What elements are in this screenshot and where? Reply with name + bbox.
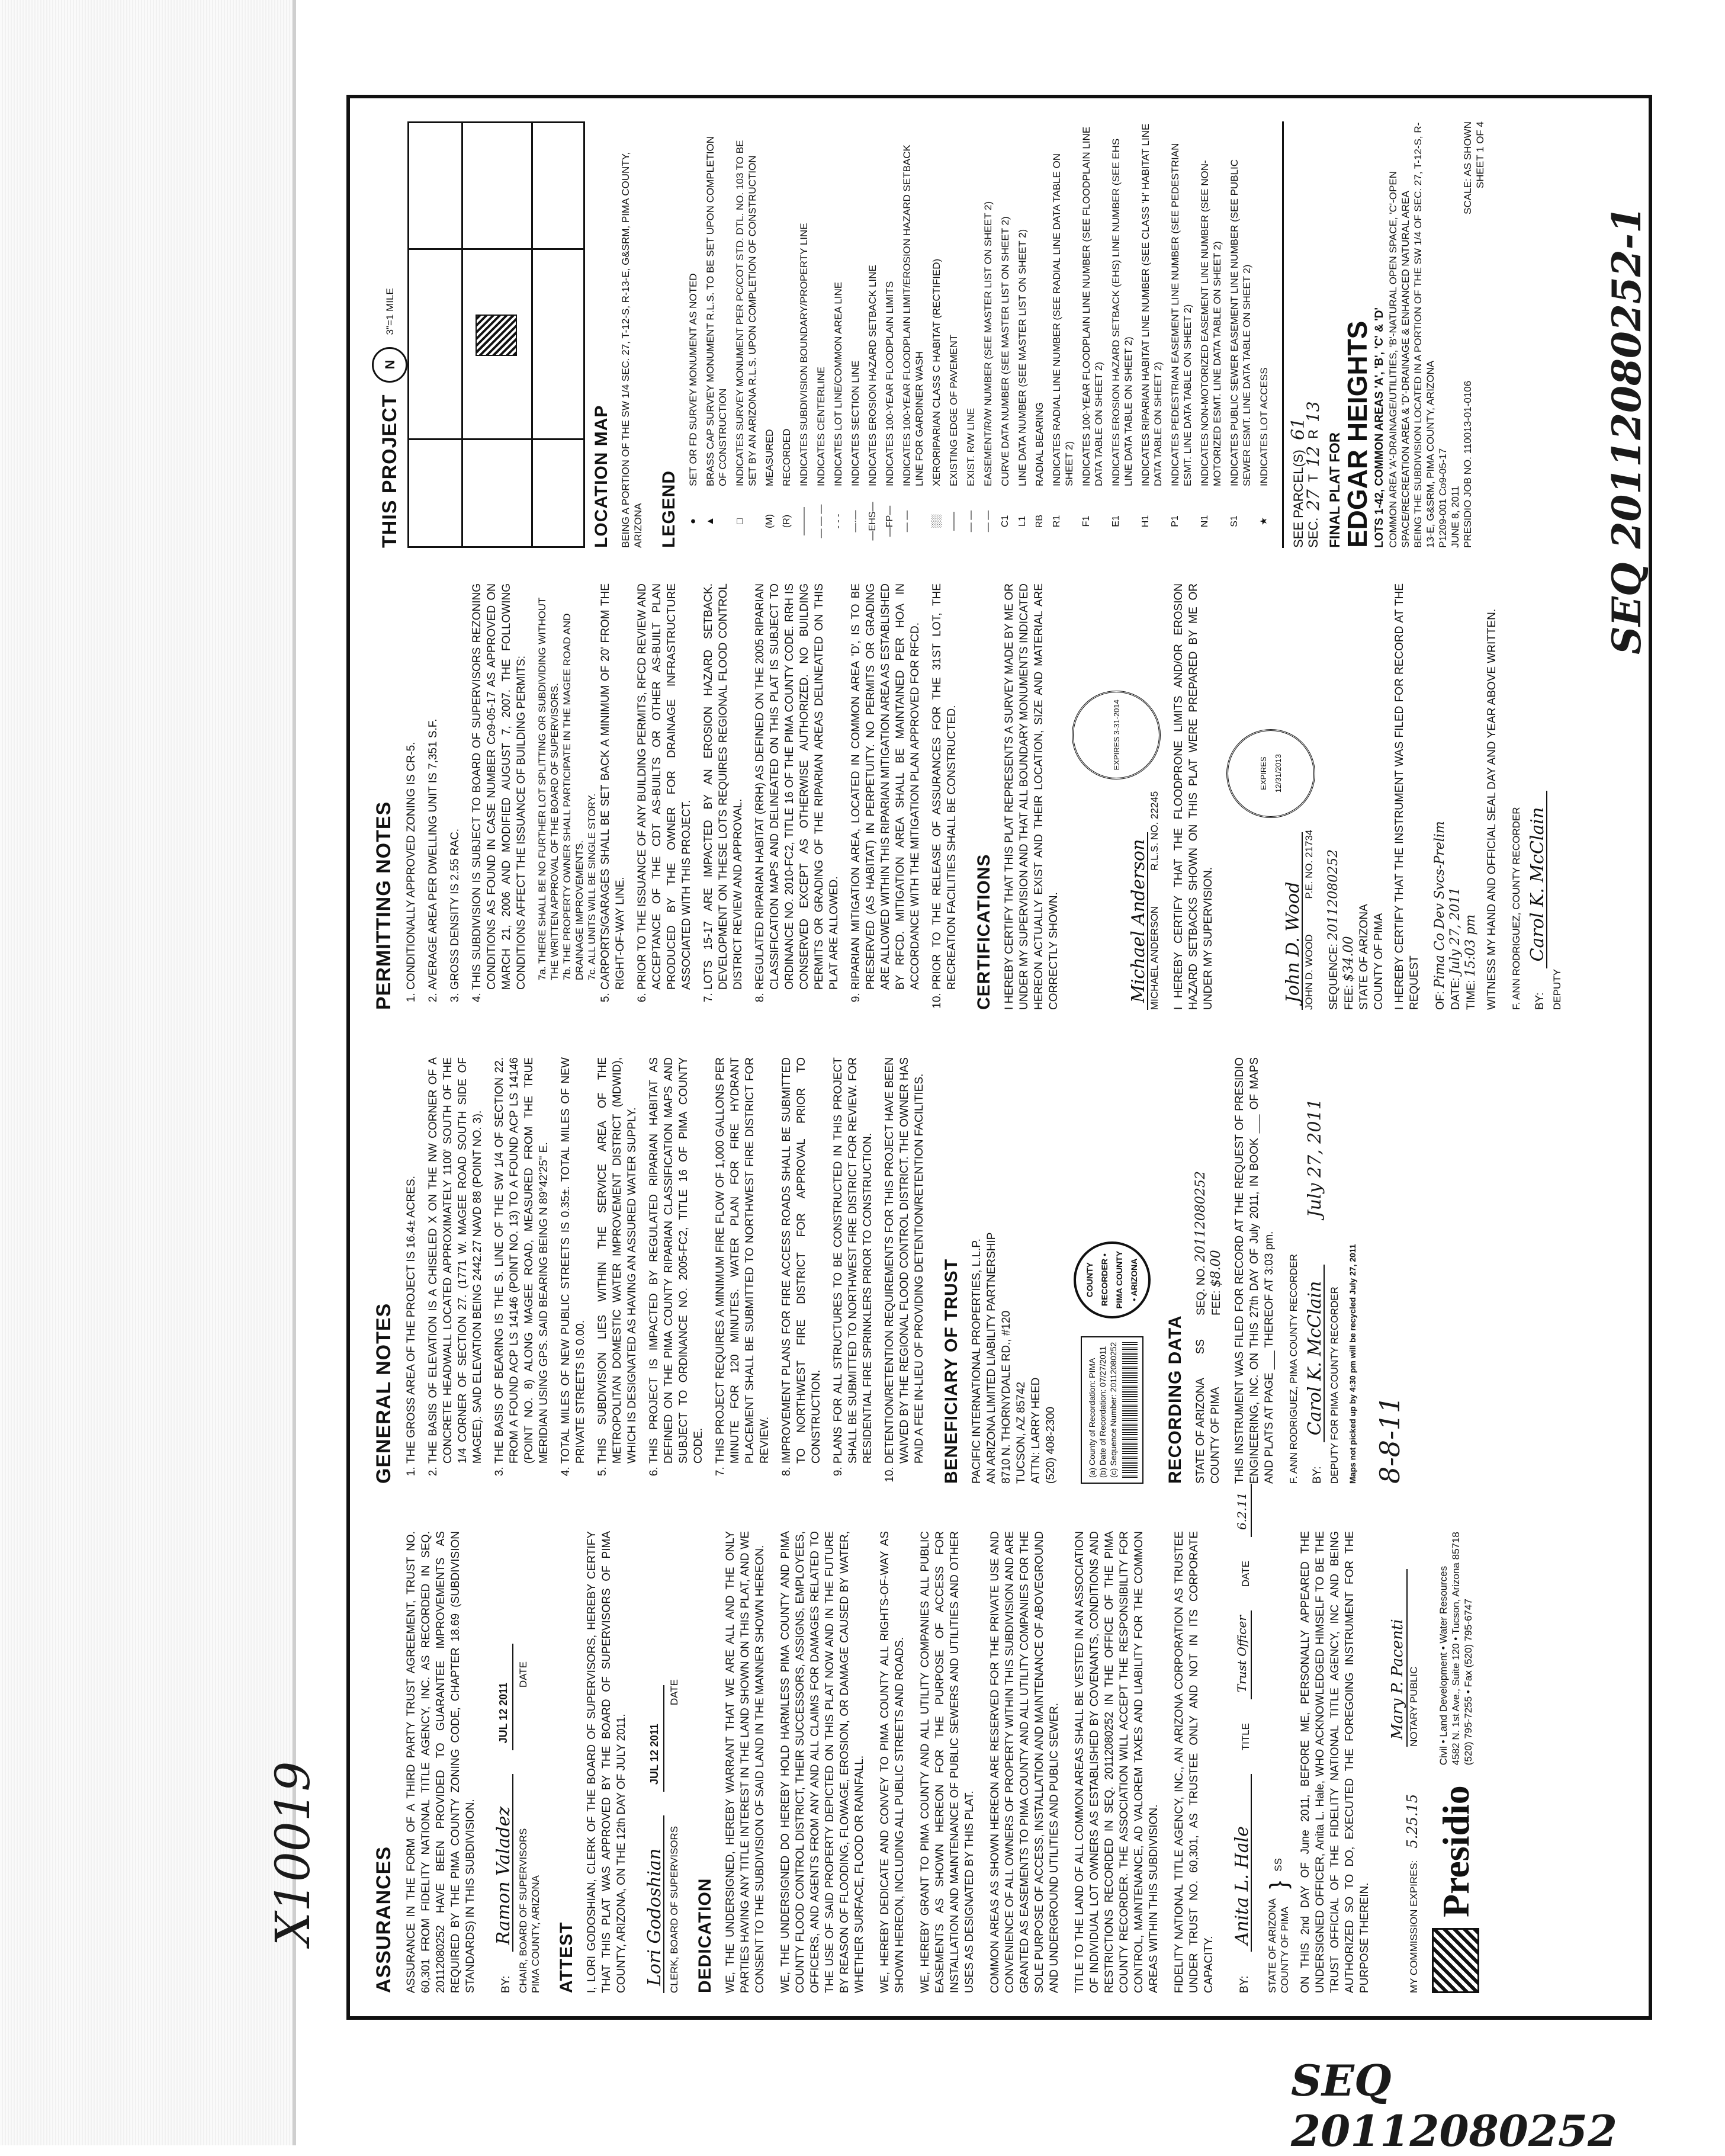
legend-row (947, 121, 960, 548)
engineer-stamp-icon: EXPIRES 12/31/2013 (1226, 729, 1315, 818)
beneficiary-block: PACIFIC INTERNATIONAL PROPERTIES, L.L.P. AN ARIZONA LIMITED LIABILITY PARTNERSHIP 8710 N. THORNYDALE RD., #120 TUCSON, AZ 85742 ATTN: LARRY HEED (520) 408-2300 (971, 1232, 1057, 1484)
surveyor-stamp-icon: EXPIRES 3-31-2014 (1072, 691, 1161, 779)
legend-symbol: P1 (1170, 515, 1180, 527)
legend-row (884, 121, 896, 548)
project-site-marker (476, 315, 517, 356)
legend-text: INDICATES PEDESTRIAN EASEMENT LINE NUMBER (SEE PEDESTRIAN ESMT. LINE DATA TABLE ON SHEET 2) (1170, 143, 1193, 486)
legend-row (1110, 121, 1135, 548)
trustee-signature-line: Anita L. Hale (1227, 1774, 1252, 1952)
barcode-icon (1122, 1342, 1138, 1478)
legend-text: INDICATES EROSION HAZARD SETBACK (EHS) LINE NUMBER (SEE EHS LINE DATA TABLE ON SHEET 2) (1110, 138, 1134, 486)
legend-row (734, 121, 759, 548)
county-recorder-seal-icon: COUNTY RECORDER • PIMA COUNTY • ARIZONA (1074, 1241, 1151, 1318)
location-map (407, 121, 585, 548)
legend-row (815, 121, 827, 548)
legend-symbol: R1 (1052, 515, 1062, 528)
recording-date-handwritten: July 27, 2011 (1305, 1098, 1325, 1218)
legend-symbol: C1 (1000, 515, 1010, 528)
assurances-signature: BY: Ramon Valadez JUL 12 2011 (489, 1531, 513, 1993)
clerk-date-line: JUL 12 2011 (640, 1685, 664, 1792)
notary-commission: MY COMMISSION EXPIRES: 5.25.15 Mary P. Pacenti NOTARY PUBLIC (1383, 1531, 1420, 1993)
firm-logo (1432, 1531, 1479, 1993)
clerk-label: CLERK, BOARD OF SUPERVISORS (669, 1825, 680, 1993)
legend-row (780, 121, 793, 548)
legend-row (849, 121, 862, 548)
legend-symbol: N1 (1200, 515, 1210, 528)
pickup-note: Maps not picked up by 4:30 pm will be recycled July 27, 2011 (1348, 1244, 1357, 1484)
right-seq-number: SEQ 20112080252-1 (1604, 206, 1650, 654)
general-note: 3. THE BASIS OF BEARING IS THE S. LINE OF THE SW 1/4 OF SECTION 22. FROM A FOUND ACP LS 14146 (POINT NO. 13) TO A FOUND ACP LS 14146 (POINT NO. 8) ALONG MAGEE ROAD, MEASURED FROM THE TRUE MERIDIAN USING GPS. SAID BEARING BEING N 89°42'25" E. (492, 1057, 551, 1464)
general-note: 5. THIS SUBDIVISION LIES WITHIN THE SERVICE AREA OF THE METROPOLITAN DOMESTIC WATER IMPROVEMENT DISTRICT (MDWID), WHICH IS DESIGNATED AS HAVING AN ASSURED WATER SUPPLY. (595, 1057, 640, 1464)
permitting-column: PERMITTING NOTES 1. CONDITIONALLY APPROVED ZONING IS CR-5. 2. AVERAGE AREA PER DWELLING UNIT IS 7,351 S.F. 3. GROSS DENSITY IS 2.55 RAC. 4. THIS SUBDIVISION IS SUBJECT TO BOARD OF SUPERVISORS REZONING CONDITIONS AS FOUND IN CASE NUMBER Co9-05-17 AS APPROVED ON MARCH 21, 2006 AND MODIFIED AUGUST 7, 2007. THE FOLLOWING CONDITIONS AFFECT THE ISSUANCE OF BUILDING PERMITS: 7a. THERE SHALL BE NO FURTHER LOT SPLITTING OR SUBDIVIDING WITHOUT THE WRITTEN APPROVAL OF THE BOARD OF SUPERVISORS. 7b. THE PROPERTY OWNER SHALL PARTICIPATE IN THE MAGEE ROAD AND DRAINAGE IMPROVEMENTS. 7c. ALL UNITS WILL BE SINGLE STORY. 5. CARPORTS/GARAGES SHALL BE SET BACK A MINIMUM OF 20' FROM THE RIGHT-OF-WAY LINE. 6. PRIOR TO THE ISSUANCE OF ANY BUILDING PERMITS, RFCD REVIEW AND ACCEPTANCE OF THE CDT AS-BUILTS OR OTHER AS-BUILT PLAN PRODUCED BY THE OWNER FOR DRAINAGE INFRASTRUCTURE ASSOCIATED WITH THIS PROJECT. 7. LOTS 15-17 ARE IMPACTED BY AN EROSION HAZARD SETBACK. DEVELOPMENT ON THESE LOTS REQUIRES REGIONAL FLOOD CONTROL DISTRICT REVIEW AND APPROVAL. 8. REGULATED RIPARIAN HABITAT (RRH) AS DEFINED ON THE 2005 RIPARIAN CLASSIFICATION MAPS AND DELINEATED ON THIS PLAT IS SUBJECT TO ORDINANCE NO. 2010-FC2, TITLE 16 OF THE PIMA COUNTY CODE. RRH IS CONSERVED EXCEPT AS OTHERWISE AUTHORIZED. NO BUILDING PERMITS OR GRADING OF THE RIPARIAN AREAS DELINEATED ON THIS PLAT ARE ALLOWED. 9. RIPARIAN MITIGATION AREA, LOCATED IN COMMON AREA 'D', IS TO BE PRESERVED (AS HABITAT) IN PERPETUITY. NO PERMITS OR GRADING ARE ALLOWED WITHIN THIS RIPARIAN MITIGATION AREA AS ESTABLISHED BY RFCD. MITIGATION AREA SHALL BE MAINTAINED PER HOA IN ACCORDANCE WITH THE MITIGATION PLAN APPROVED FOR RFCD. 10. PRIOR TO THE RELEASE OF ASSURANCES FOR THE 31ST LOT, THE RECREATION FACILITIES SHALL BE CONSTRUCTED. CERTIFICATIONS I HEREBY CERTIFY THAT THIS PLAT REPRESENTS A SURVEY MADE BY ME OR UNDER MY SUPERVISION AND THAT ALL BOUNDARY MONUMENTS INDICATED HEREON ACTUALLY EXIST AND THEIR LOCATION, SIZE AND MATERIAL ARE CORRECTLY SHOWN. Michael Anderson MICHAEL ANDERSON R.L.S. NO. 22245 EXPIRES 3-31-2014 I HEREBY CERTIFY THAT THE FLOODPRONE LIMITS AND/OR EROSION HAZARD SETBACKS SHOWN ON THIS PLAT WERE PREPARED BY ME OR UNDER MY SUPERVISION. John D. Wood JOHN D. WOOD P.E. NO. 21734 EXPIRES 12/31/2013 SEQUENCE: 20112080252 FEE: $34.00 STATE OF ARIZONA COUNTY OF PIMA I HEREBY CERTIFY THAT THE INSTRUMENT WAS FILED FOR RECORD AT THE REQUEST OF: Pima Co Dev Svcs-Prelim DATE: July 27, 2011 TIME: 15:03 pm WITNESS MY HAND AND OFFICIAL SEAL DAY AND YEAR ABOVE WRITTEN. F. ANN RODRIGUEZ, COUNTY RECORDER BY: Carol K. McClain DEPUTY (372, 583, 1563, 1010)
legend-text: EXISTING EDGE OF PAVEMENT (948, 334, 959, 486)
dedication-para: WE, HEREBY GRANT TO PIMA COUNTY AND ALL UTILITY COMPANIES ALL PUBLIC EASEMENTS AS SHOWN HEREON FOR THE PURPOSE OF ACCESS FOR INSTALLATION AND MAINTENANCE OF PUBLIC SEWERS AND UTILITIES AND OTHER USES AS DESIGNATED BY THIS PLAT. (919, 1531, 976, 1993)
legend-symbol: (R) (782, 514, 792, 528)
attest-heading: ATTEST (557, 1921, 576, 1993)
general-notes-column: GENERAL NOTES 1. THE GROSS AREA OF THE PROJECT IS 16.4± ACRES. 2. THE BASIS OF ELEVATION IS A CHISELED X ON THE NW CORNER OF A CONCRETE HEADWALL LOCATED APPROXIMATELY 1100' SOUTH OF THE 1/4 CORNER OF SECTION 27. (1771 W. MAGEE ROAD SOUTH SIDE OF MAGEE). SAID ELEVATION BEING 2442.27 NAVD 88 (POINT NO. 3). 3. THE BASIS OF BEARING IS THE S. LINE OF THE SW 1/4 OF SECTION 22. FROM A FOUND ACP LS 14146 (POINT NO. 13) TO A FOUND ACP LS 14146 (POINT NO. 8) ALONG MAGEE ROAD, MEASURED FROM THE TRUE MERIDIAN USING GPS. SAID BEARING BEING N 89°42'25" E. 4. TOTAL MILES OF NEW PUBLIC STREETS IS 0.35±. TOTAL MILES OF NEW PRIVATE STREETS IS 0.00. 5. THIS SUBDIVISION LIES WITHIN THE SERVICE AREA OF THE METROPOLITAN DOMESTIC WATER IMPROVEMENT DISTRICT (MDWID), WHICH IS DESIGNATED AS HAVING AN ASSURED WATER SUPPLY. 6. THIS PROJECT IS IMPACTED BY REGULATED RIPARIAN HABITAT AS DEFINED ON THE PIMA COUNTY RIPARIAN CLASSIFICATION MAPS AND SUBJECT TO ORDINANCE NO. 2005-FC2, TITLE 16 OF PIMA COUNTY CODE. 7. THIS PROJECT REQUIRES A MINIMUM FIRE FLOW OF 1,000 GALLONS PER MINUTE FOR 120 MINUTES. WATER PLAN FOR FIRE HYDRANT PLACEMENT SHALL BE SUBMITTED TO NORTHWEST FIRE DISTRICT FOR REVIEW. 8. IMPROVEMENT PLANS FOR FIRE ACCESS ROADS SHALL BE SUBMITTED TO NORTHWEST FIRE DISTRICT FOR APPROVAL PRIOR TO CONSTRUCTION. 9. PLANS FOR ALL STRUCTURES TO BE CONSTRUCTED IN THIS PROJECT SHALL BE SUBMITTED TO NORTHWEST FIRE DISTRICT FOR REVIEW. FOR RESIDENTIAL FIRE SPRINKLERS PRIOR TO CONSTRUCTION. 10. DETENTION/RETENTION REQUIREMENTS FOR THIS PROJECT HAVE BEEN WAIVED BY THE REGIONAL FLOOD CONTROL DISTRICT. THE OWNER HAS PAID A FEE IN-LIEU OF PROVIDING DETENTION/RETENTION FACILITIES. BENEFICIARY OF TRUST PACIFIC INTERNATIONAL PROPERTIES, L.L.P. AN ARIZONA LIMITED LIABILITY PARTNERSHIP 8710 N. THORNYDALE RD., #120 TUCSON, AZ 85742 ATTN: LARRY HEED (520) 408-2300 (a) County of Recordation: PIMA (b) Date of Recordation: 07/27/2011 (c) Sequence Number: 20112080252 COUNTY RECORDER • PIMA COUNTY • ARIZONA RECORDING DATA STATE OF ARIZONA COUNTY OF PIMA SS SEQ. NO. 20112080252 FEE: $8.00 THIS INSTRUMENT WAS FILED FOR RECORD AT THE REQUEST OF PRESIDIO ENGINEERING, INC. ON THIS 27th DAY OF July 2011, IN BOOK ___ OF MAPS AND PLATS AT PAGE ___ THEREOF AT 3:03 pm. F. ANN RODRIGUEZ, PIMA COUNTY RECORDER BY: Carol K. McClain July 27, 2011 DEPUTY FOR PIMA COUNTY RECORDER Maps not picked up by 4:30 pm will be recycled July 27, 2011 8-8-11 (372, 1057, 1398, 1484)
top-file-number: X10019 (265, 1761, 320, 1946)
deputy-signature-line: Carol K. McClain (1300, 1265, 1325, 1442)
permitting-list: 1. CONDITIONALLY APPROVED ZONING IS CR-5. 2. AVERAGE AREA PER DWELLING UNIT IS 7,351 S.F. 3. GROSS DENSITY IS 2.55 RAC. 4. THIS SUBDIVISION IS SUBJECT TO BOARD OF SUPERVISORS REZONING CONDITIONS AS FOUND IN CASE NUMBER Co9-05-17 AS APPROVED ON MARCH 21, 2006 AND MODIFIED AUGUST 7, 2007. THE FOLLOWING CONDITIONS AFFECT THE ISSUANCE OF BUILDING PERMITS: (404, 583, 529, 1010)
dedication-para: WE, THE UNDERSIGNED DO HEREBY HOLD HARMLESS PIMA COUNTY AND PIMA COUNTY FLOOD CONTROL DISTRICT, THEIR SUCCESSORS, ASSIGNS, EMPLOYEES, OFFICERS, AND AGENTS FROM ANY AND ALL CLAIMS FOR DAMAGES RELATED TO THE USE OF SAID PROPERTY DEPICTED ON THIS PLAT NOW AND IN THE FUTURE BY REASON OF FLOODING, FLOWAGE, EROSION, OR DAMAGE CAUSED BY WATER, WHETHER SURFACE, FLOOD OR RAINFALL. (779, 1531, 866, 1993)
legend-text: SET OR FD SURVEY MONUMENT AS NOTED (688, 273, 699, 486)
legend-row (930, 121, 943, 548)
legend-symbol: H1 (1141, 515, 1151, 528)
legend-text: EXIST. R/W LINE (965, 408, 976, 486)
legend-text: INDICATES RADIAL LINE NUMBER (SEE RADIAL LINE DATA TABLE ON SHEET 2) (1051, 153, 1075, 486)
legend-row (1258, 121, 1270, 548)
legend-text: BRASS CAP SURVEY MONUMENT R.L.S. TO BE SET UPON COMPLETION OF CONSTRUCTION (705, 136, 728, 486)
legend-text: CURVE DATA NUMBER (SEE MASTER LIST ON SHEET 2) (1000, 216, 1011, 486)
notary-venue: STATE OF ARIZONA COUNTY OF PIMA } SS (1265, 1858, 1292, 1993)
legend-text: INDICATES SUBDIVISION BOUNDARY/PROPERTY LINE (798, 223, 810, 486)
left-column: ASSURANCES ASSURANCE IN THE FORM OF A THIRD PARTY TRUST AGREEMENT, TRUST NO. 60,301 FROM FIDELITY NATIONAL TITLE AGENCY, INC. AS RECORDED IN SEQ. 20112080252 HAVE BEEN PROVIDED TO GUARANTEE IMPROVEMENTS AS REQUIRED BY THE PIMA COUNTY ZONING CODE, CHAPTER 18.69 (SUBDIVISION STANDARDS) IN THIS SUBDIVISION. BY: Ramon Valadez JUL 12 2011 CHAIR, BOARD OF SUPERVISORS DATE PIMA COUNTY, ARIZONA ATTEST I, LORI GODOSHIAN, CLERK OF THE BOARD OF SUPERVISORS, HEREBY CERTIFY THAT THIS PLAT WAS APPROVED BY THE BOARD OF SUPERVISORS OF PIMA COUNTY, ARIZONA, ON THE 12th DAY OF JULY 2011. Lori Godoshian JUL 12 2011 CLERK, BOARD OF SUPERVISORS DATE DEDICATION WE, THE UNDERSIGNED, HEREBY WARRANT THAT WE ARE ALL AND THE ONLY PARTIES HAVING ANY TITLE INTEREST IN THE LAND SHOWN ON THIS PLAT, AND WE CONSENT TO THE SUBDIVISION OF SAID LAND IN THE MANNER SHOWN HEREON. WE, THE UNDERSIGNED DO HEREBY HOLD HARMLESS PIMA COUNTY AND PIMA COUNTY FLOOD CONTROL DISTRICT, THEIR SUCCESSORS, ASSIGNS, EMPLOYEES, OFFICERS, AND AGENTS FROM ANY AND ALL CLAIMS FOR DAMAGES RELATED TO THE USE OF SAID PROPERTY DEPICTED ON THIS PLAT NOW AND IN THE FUTURE BY REASON OF FLOODING, FLOWAGE, EROSION, OR DAMAGE CAUSED BY WATER, WHETHER SURFACE, FLOOD OR RAINFALL. WE, HEREBY DEDICATE AND CONVEY TO PIMA COUNTY ALL RIGHTS-OF-WAY AS SHOWN HEREON, INCLUDING ALL PUBLIC STREETS AND ROADS. WE, HEREBY GRANT TO PIMA COUNTY AND ALL UTILITY COMPANIES ALL PUBLIC EASEMENTS AS SHOWN HEREON FOR THE PURPOSE OF ACCESS FOR INSTALLATION AND MAINTENANCE OF PUBLIC SEWERS AND UTILITIES AND OTHER USES AS DESIGNATED BY THIS PLAT. COMMON AREAS AS SHOWN HEREON ARE RESERVED FOR THE PRIVATE USE AND CONVENIENCE OF ALL OWNERS OF PROPERTY WITHIN THIS SUBDIVISION AND ARE GRANTED AS EASEMENTS TO PIMA COUNTY AND ALL UTILITY COMPANIES FOR THE SOLE PURPOSE OF ACCESS, INSTALLATION AND MAINTENANCE OF ABOVEGROUND AND UNDERGROUND UTILITIES AND PUBLIC SEWER. TITLE TO THE LAND OF ALL COMMON AREAS SHALL BE VESTED IN AN ASSOCIATION OF INDIVIDUAL LOT OWNERS AS ESTABLISHED BY COVENANTS, CONDITIONS AND RESTRICTIONS RECORDED IN SEQ. 20112080252 IN THE OFFICE OF THE PIMA COUNTY RECORDER. THE ASSOCIATION WILL ACCEPT THE RESPONSIBILITY FOR CONTROL, MAINTENANCE, AD VALOREM TAXES AND LIABILITY FOR THE COMMON AREAS WITHIN THIS SUBDIVISION. FIDELITY NATIONAL TITLE AGENCY, INC., AN ARIZONA CORPORATION AS TRUSTEE UNDER TRUST NO. 60,301, AS TRUSTEE ONLY AND NOT IN ITS CORPORATE CAPACITY. BY: Anita L. Hale TITLE Trust Officer DATE 6.2.11 STATE OF ARIZONA COUNTY OF PIMA } SS ON THIS 2nd DAY OF June 2011, BEFORE ME, PERSONALLY APPEARED THE UNDERSIGNED OFFICER, Anita L. Hale, WHO ACKNOWLEDGED HIMSELF TO BE THE TRUST OFFICIAL OF THE FIDELITY NATIONAL TITLE AGENCY, INC AND BEING AUTHORIZED SO TO DO, EXECUTED THE FOREGOING INSTRUMENT FOR THE PURPOSE THEREIN. MY COMMISSION EXPIRES: 5.25.15 Mary P. Pacenti NOTARY PUBLIC Presidio Civil • Land Development • Water Resources 4582 N. 1st Ave., Suite 120 • Tucson, Arizona 85718 (520) 795-7255 • Fax (520) 795-6747 (372, 1531, 1479, 1993)
assurances-heading: ASSURANCES (372, 1846, 395, 1993)
legend-text: RECORDED (781, 428, 792, 486)
attest-signature (640, 1531, 664, 1993)
chair-date-line: JUL 12 2011 (489, 1644, 513, 1750)
assurances-text: ASSURANCE IN THE FORM OF A THIRD PARTY TRUST AGREEMENT, TRUST NO. 60,301 FROM FIDELITY NATIONAL TITLE AGENCY, INC. AS RECORDED IN SEQ. 20112080252 HAVE BEEN PROVIDED TO GUARANTEE IMPROVEMENTS AS REQUIRED BY THE PIMA COUNTY ZONING CODE, CHAPTER 18.69 (SUBDIVISION STANDARDS) IN THIS SUBDIVISION. (405, 1531, 477, 1993)
legend-symbol: —— (949, 512, 959, 531)
this-project-label: THIS PROJECT (378, 394, 401, 548)
legend-row (1051, 121, 1075, 548)
legend-symbol: (M) (764, 514, 775, 528)
legend-row (763, 121, 776, 548)
recording-text: THIS INSTRUMENT WAS FILED FOR RECORD AT THE REQUEST OF PRESIDIO ENGINEERING, INC. ON THIS 27th DAY OF July 2011, IN BOOK ___ OF MAPS AND PLATS AT PAGE ___ THEREOF AT 3:03 pm. (1233, 1057, 1276, 1484)
permitting-heading: PERMITTING NOTES (372, 801, 395, 1010)
title-block: SEE PARCEL(S) 61 SEC. 27 T 12 R 13 FINAL PLAT FOR EDGAR HEIGHTS LOTS 1-42, COMMON AREAS 'A', 'B', 'C' & 'D' COMMON AREA 'A'-DRAINAGE/UTILITIES, 'B'-NATURAL OPEN SPACE, 'C'-OPEN SPACE/RECREATION AREA & 'D'-DRAINAGE & ENHANCED NATURAL AREA BEING THE SUBDIVISION LOCATED IN A PORTION OF THE SW 1/4 OF SEC. 27, T-12-S, R-13-E, G&SRM, PIMA COUNTY, ARIZONA P1209-001 Co9-05-17 JUNE 8, 2011 PRESIDIO JOB NO. 110013-01-0106 SCALE: AS SHOWN SHEET 1 OF 4 (1282, 121, 1486, 548)
legend-row (1228, 121, 1253, 548)
beneficiary-heading: BENEFICIARY OF TRUST (942, 1258, 961, 1484)
firm-services: Civil • Land Development • Water Resources (1437, 1565, 1449, 1766)
legend-symbol: ▲ (705, 516, 715, 526)
dedication-para: WE, THE UNDERSIGNED, HEREBY WARRANT THAT WE ARE ALL AND THE ONLY PARTIES HAVING ANY TITLE INTEREST IN THE LAND SHOWN ON THIS PLAT, AND WE CONSENT TO THE SUBDIVISION OF SAID LAND IN THE MANNER SHOWN HEREON. (724, 1531, 766, 1993)
legend-list (687, 121, 1270, 548)
legend-text: INDICATES SECTION LINE (850, 360, 861, 486)
rotated-plat-sheet (265, 95, 1650, 2017)
legend-text: INDICATES EROSION HAZARD SETBACK LINE (867, 265, 878, 486)
dedication-para: WE, HEREBY DEDICATE AND CONVEY TO PIMA COUNTY ALL RIGHTS-OF-WAY AS SHOWN HEREON, INCLUDING ALL PUBLIC STREETS AND ROADS. (879, 1531, 906, 1993)
dedication-para: FIDELITY NATIONAL TITLE AGENCY, INC., AN ARIZONA CORPORATION AS TRUSTEE UNDER TRUST NO. 60,301, AS TRUSTEE ONLY AND NOT IN ITS CORPORATE CAPACITY. (1173, 1531, 1215, 1993)
attest-text: I, LORI GODOSHIAN, CLERK OF THE BOARD OF SUPERVISORS, HEREBY CERTIFY THAT THIS PLAT WAS APPROVED BY THE BOARD OF SUPERVISORS OF PIMA COUNTY, ARIZONA, ON THE 12th DAY OF JULY 2011. (586, 1531, 628, 1993)
general-note: 2. THE BASIS OF ELEVATION IS A CHISELED X ON THE NW CORNER OF A CONCRETE HEADWALL LOCATED APPROXIMATELY 1100' SOUTH OF THE 1/4 CORNER OF SECTION 27. (1771 W. MAGEE ROAD SOUTH SIDE OF MAGEE). SAID ELEVATION BEING 2442.27 NAVD 88 (POINT NO. 3). (426, 1057, 485, 1464)
legend-symbol: —EHS— (868, 502, 878, 541)
legend-column: THIS PROJECT N 3"=1 MILE LOCATION MAP BEING A PORTION OF THE SW 1/4 SEC. 27, T-12-S, R-13-E, G&SRM, PIMA COUNTY, ARIZONA LEGEND ● SET OR FD SURVEY MONUMENT AS NOTED ▲ BRASS CAP SURVEY MONUMENT R.L.S. TO BE SET UPON COMPLETION OF CONSTRUCTION □ INDICATES SURVEY MONUMENT PER PC/COT STD. DTL. NO. 103 TO BE SET BY AN ARIZONA R.L.S. UPON COMPLETION OF CONSTRUCTION (M) MEASURED (R) RECORDED ——— INDICATES SUBDIVISION BOUNDARY/PROPERTY LINE — — — INDICATES CENTERLINE - - - INDICATES LOT LINE/COMMON AREA LINE —·— INDICATES SECTION LINE —EHS— INDICATES EROSION HAZARD SETBACK LINE —FP— INDICATES 100-YEAR FLOODPLAIN LIMITS — — INDICATES 100-YEAR FLOODPLAIN LIMIT/EROSION HAZARD SETBACK LINE FOR GARDINER WASH ░░ XERORIPARIAN CLASS C HABITAT (RECTIFIED) —— EXISTING EDGE OF PAVEMENT — — EXIST. R/W LINE — — EASEMENT/R/W NUMBER (SEE MASTER LIST ON SHEET 2) C1 CURVE DATA NUMBER (SEE MASTER LIST ON SHEET 2) L1 LINE DATA NUMBER (SEE MASTER LIST ON SHEET 2) RB RADIAL BEARING R1 INDICATES RADIAL LINE NUMBER (SEE RADIAL LINE DATA TABLE ON SHEET 2) F1 INDICATES 100-YEAR FLOODPLAIN LINE NUMBER (SEE FLOODPLAIN LINE DATA TABLE ON SHEET 2) E1 INDICATES EROSION HAZARD SETBACK (EHS) LINE NUMBER (SEE EHS LINE DATA TABLE ON SHEET 2) H1 INDICATES RIPARIAN HABITAT LINE NUMBER (SEE CLASS 'H' HABITAT LINE DATA TABLE ON SHEET 2) P1 INDICATES PEDESTRIAN EASEMENT LINE NUMBER (SEE PEDESTRIAN ESMT. LINE DATA TABLE ON SHEET 2) N1 INDICATES NON-MOTORIZED EASEMENT LINE NUMBER (SEE NON-MOTORIZED ESMT. LINE DATA TABLE ON SHEET 2) S1 INDICATES PUBLIC SEWER EASEMENT LINE NUMBER (SEE PUBLIC SEWER ESMT. LINE DATA TABLE ON SHEET 2) ★ INDICATES LOT ACCESS SEE PARCEL(S) 61 SEC. 27 T 12 R 13 FINAL PLAT FOR EDGAR HEIGHTS LOTS 1-42, COMMON AREAS 'A', 'B', 'C' & 'D' COMMON AREA 'A'-DRAINAGE/UTILITIES, 'B'-NATURAL OPEN SPACE, 'C'-OPEN SPACE/RECREATION AREA & 'D'-DRAINAGE & ENHANCED NATURAL AREA BEING THE SUBDIVISION LOCATED IN A PORTION OF THE SW 1/4 OF SEC. 27, T-12-S, R-13-E, G&SRM, PIMA COUNTY, ARIZONA P1209-001 Co9-05-17 JUNE 8, 2011 PRESIDIO JOB NO. 110013-01-0106 SCALE: AS SHOWN SHEET 1 OF 4 (372, 121, 1486, 548)
legend-row (704, 121, 729, 548)
general-note: 9. PLANS FOR ALL STRUCTURES TO BE CONSTRUCTED IN THIS PROJECT SHALL BE SUBMITTED TO NORTHWEST FIRE DISTRICT FOR REVIEW. FOR RESIDENTIAL FIRE SPRINKLERS PRIOR TO CONSTRUCTION. (831, 1057, 875, 1464)
legend-symbol: F1 (1081, 515, 1091, 527)
firm-phone: (520) 795-7255 • Fax (520) 795-6747 (1462, 1599, 1474, 1766)
legend-text: XERORIPARIAN CLASS C HABITAT (RECTIFIED) (931, 258, 942, 486)
legend-symbol: RB (1035, 514, 1045, 528)
recording-data-heading: RECORDING DATA (1165, 1315, 1185, 1484)
legend-text: INDICATES 100-YEAR FLOODPLAIN LINE NUMBER (SEE FLOODPLAIN LINE DATA TABLE ON SHEET 2) (1081, 126, 1104, 486)
general-note: 6. THIS PROJECT IS IMPACTED BY REGULATED RIPARIAN HABITAT AS DEFINED ON THE PIMA COUNTY RIPARIAN CLASSIFICATION MAPS AND SUBJECT TO ORDINANCE NO. 2005-FC2, TITLE 16 OF PIMA COUNTY CODE. (647, 1057, 706, 1464)
dedication-para: COMMON AREAS AS SHOWN HEREON ARE RESERVED FOR THE PRIVATE USE AND CONVENIENCE OF ALL OWNERS OF PROPERTY WITHIN THIS SUBDIVISION AND ARE GRANTED AS EASEMENTS TO PIMA COUNTY AND ALL UTILITY COMPANIES FOR THE SOLE PURPOSE OF ACCESS, INSTALLATION AND MAINTENANCE OF ABOVEGROUND AND UNDERGROUND UTILITIES AND PUBLIC SEWER. (989, 1531, 1061, 1993)
legend-text: INDICATES CENTERLINE (815, 367, 827, 486)
county-label: PIMA COUNTY, ARIZONA (530, 1875, 541, 1993)
legend-text: LINE DATA NUMBER (SEE MASTER LIST ON SHEET 2) (1017, 229, 1028, 486)
notary-text: ON THIS 2nd DAY OF June 2011, BEFORE ME, PERSONALLY APPEARED THE UNDERSIGNED OFFICER, Anita L. Hale, WHO ACKNOWLEDGED HIMSELF TO BE THE TRUST OFFICIAL OF THE FIDELITY NATIONAL TITLE AGENCY, INC AND BEING AUTHORIZED SO TO DO, EXECUTED THE FOREGOING INSTRUMENT FOR THE PURPOSE THEREIN. (1299, 1531, 1371, 1993)
bottom-seq-number: SEQ 20112080252 (1291, 2055, 1618, 2156)
legend-text: MEASURED (764, 429, 775, 486)
general-note: 4. TOTAL MILES OF NEW PUBLIC STREETS IS 0.35±. TOTAL MILES OF NEW PRIVATE STREETS IS 0.00. (558, 1057, 588, 1464)
survey-cert-text: I HEREBY CERTIFY THAT THIS PLAT REPRESENTS A SURVEY MADE BY ME OR UNDER MY SUPERVISION AND THAT ALL BOUNDARY MONUMENTS INDICATED HEREON ACTUALLY EXIST AND THEIR LOCATION, SIZE AND MATERIAL ARE CORRECTLY SHOWN. (1003, 583, 1060, 1010)
legend-symbol: □ (735, 518, 745, 524)
legend-symbol: E1 (1111, 515, 1121, 527)
legend-row (1016, 121, 1029, 548)
legend-row (982, 121, 994, 548)
legend-symbol: - - - (833, 514, 843, 529)
legend-row (832, 121, 844, 548)
clerk-signature-line: Lori Godoshian (640, 1815, 664, 1993)
legend-text: RADIAL BEARING (1034, 402, 1045, 486)
general-notes-heading: GENERAL NOTES (372, 1302, 395, 1484)
dedication-para: TITLE TO THE LAND OF ALL COMMON AREAS SHALL BE VESTED IN AN ASSOCIATION OF INDIVIDUAL LOT OWNERS AS ESTABLISHED BY COVENANTS, CONDITIONS AND RESTRICTIONS RECORDED IN SEQ. 20112080252 IN THE OFFICE OF THE PIMA COUNTY RECORDER. THE ASSOCIATION WILL ACCEPT THE RESPONSIBILITY FOR CONTROL, MAINTENANCE, AD VALOREM TAXES AND LIABILITY FOR THE COMMON AREAS WITHIN THIS SUBDIVISION. (1074, 1531, 1160, 1993)
general-note: 10. DETENTION/RETENTION REQUIREMENTS FOR THIS PROJECT HAVE BEEN WAIVED BY THE REGIONAL FLOOD CONTROL DISTRICT. THE OWNER HAS PAID A FEE IN-LIEU OF PROVIDING DETENTION/RETENTION FACILITIES. (882, 1057, 927, 1464)
legend-row (1169, 121, 1194, 548)
legend-row (687, 121, 699, 548)
chair-label: CHAIR, BOARD OF SUPERVISORS (518, 1828, 529, 1993)
legend-row (965, 121, 977, 548)
legend-row (1199, 121, 1223, 548)
legend-row (866, 121, 879, 548)
legend-symbol: ░░ (931, 514, 942, 528)
presidio-logo-icon (1432, 1928, 1479, 1993)
legend-symbol: — — (983, 510, 993, 532)
legend-text: INDICATES SURVEY MONUMENT PER PC/COT STD. DTL. NO. 103 TO BE SET BY AN ARIZONA R.L.S. UPON COMPLETION OF CONSTRUCTION (734, 140, 758, 486)
legend-row (999, 121, 1011, 548)
legend-row (901, 121, 926, 548)
legend-symbol: —·— (850, 510, 860, 532)
legend-row (1139, 121, 1164, 548)
certifications-heading: CERTIFICATIONS (974, 854, 994, 1010)
handwritten-date: 8-8-11 (1374, 1395, 1406, 1484)
legend-text: INDICATES NON-MOTORIZED EASEMENT LINE NUMBER (SEE NON-MOTORIZED ESMT. LINE DATA TABLE ON SHEET 2) (1199, 160, 1223, 486)
legend-symbol: ● (688, 518, 698, 524)
legend-text: INDICATES 100-YEAR FLOODPLAIN LIMIT/EROSION HAZARD SETBACK LINE FOR GARDINER WASH (901, 145, 925, 486)
legend-symbol: ★ (1259, 516, 1269, 526)
recordation-stamp: (a) County of Recordation: PIMA (b) Date of Recordation: 07/27/2011 (c) Sequence Number: 20112080252 (1081, 1336, 1143, 1484)
scanner-binding-margin (0, 0, 296, 2145)
legend-text: INDICATES LOT LINE/COMMON AREA LINE (833, 281, 844, 486)
legend-symbol: — — (902, 510, 912, 532)
engineer-cert-text: I HEREBY CERTIFY THAT THE FLOODPRONE LIMITS AND/OR EROSION HAZARD SETBACKS SHOWN ON THIS PLAT WERE PREPARED BY ME OR UNDER MY SUPERVISION. (1173, 583, 1215, 1010)
legend-text: INDICATES PUBLIC SEWER EASEMENT LINE NUMBER (SEE PUBLIC SEWER ESMT. LINE DATA TABLE ON SHEET 2) (1229, 159, 1252, 486)
date-label: DATE (518, 1661, 529, 1688)
legend-symbol: S1 (1229, 515, 1239, 527)
legend-text: INDICATES 100-YEAR FLOODPLAIN LIMITS (884, 281, 895, 486)
legend-row (1080, 121, 1105, 548)
legend-symbol: — — — (816, 504, 826, 538)
legend-row (1033, 121, 1046, 548)
general-notes-list (404, 1057, 927, 1484)
legend-text: INDICATES RIPARIAN HABITAT LINE NUMBER (SEE CLASS 'H' HABITAT LINE DATA TABLE ON SHEET 2) (1140, 123, 1164, 486)
location-map-heading: LOCATION MAP (592, 405, 611, 548)
trustee-signature: BY: Anita L. Hale TITLE Trust Officer DATE 6.2.11 (1227, 1531, 1252, 1993)
chair-signature-line: Ramon Valadez (489, 1774, 513, 1952)
general-note: 7. THIS PROJECT REQUIRES A MINIMUM FIRE FLOW OF 1,000 GALLONS PER MINUTE FOR 120 MINUTES. WATER PLAN FOR FIRE HYDRANT PLACEMENT SHALL BE SUBMITTED TO NORTHWEST FIRE DISTRICT FOR REVIEW. (713, 1057, 772, 1464)
dedication-heading: DEDICATION (695, 1878, 715, 1993)
legend-symbol: L1 (1017, 516, 1027, 527)
firm-name: Presidio (1434, 1785, 1477, 1917)
legend-symbol: — — (966, 510, 976, 532)
legend-symbol: ——— (799, 507, 809, 535)
legend-text: EASEMENT/R/W NUMBER (SEE MASTER LIST ON SHEET 2) (982, 201, 994, 486)
legend-symbol: —FP— (885, 505, 895, 537)
legend-row (798, 121, 810, 548)
legend-text: INDICATES LOT ACCESS (1258, 367, 1270, 486)
firm-address: 4582 N. 1st Ave., Suite 120 • Tucson, Arizona 85718 (1450, 1532, 1461, 1766)
general-note: 8. IMPROVEMENT PLANS FOR FIRE ACCESS ROADS SHALL BE SUBMITTED TO NORTHWEST FIRE DISTRICT FOR APPROVAL PRIOR TO CONSTRUCTION. (779, 1057, 824, 1464)
north-arrow-icon: N (372, 347, 407, 383)
legend-heading: LEGEND (659, 470, 679, 548)
general-note: 1. THE GROSS AREA OF THE PROJECT IS 16.4± ACRES. (404, 1057, 419, 1464)
subdivision-name: EDGAR HEIGHTS (1342, 320, 1373, 548)
